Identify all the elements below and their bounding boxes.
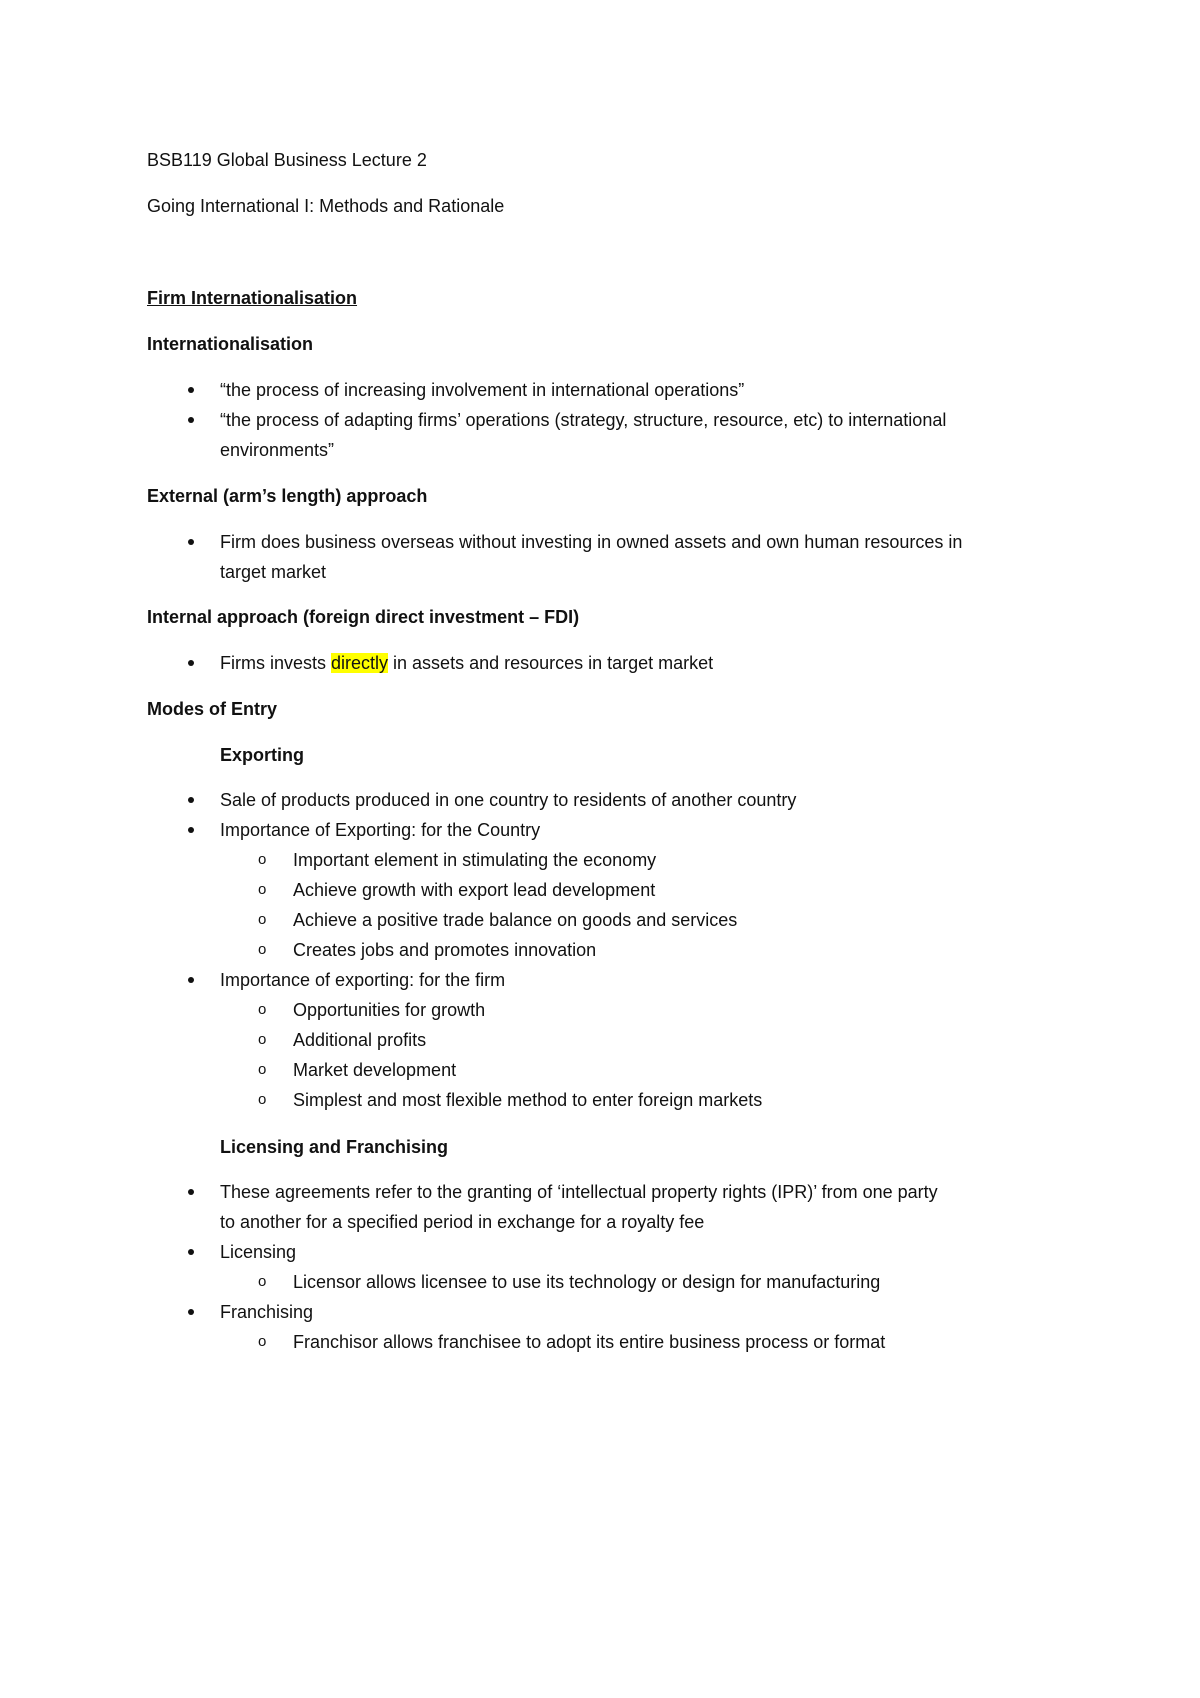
section-heading-modes-of-entry: Modes of Entry <box>147 699 278 719</box>
sub-bullet-icon: o <box>258 1001 267 1018</box>
sub-bullet-icon: o <box>258 1061 267 1078</box>
section-heading-firm-internationalisation: Firm Internationalisation <box>147 288 358 308</box>
sub-list-item: Opportunities for growth <box>293 1000 486 1020</box>
bullet-icon <box>188 1309 194 1315</box>
sub-bullet-icon: o <box>258 911 267 928</box>
sub-bullet-icon: o <box>258 1031 267 1048</box>
sub-list-item: Franchisor allows franchisee to adopt its entire business process or format <box>293 1332 886 1352</box>
list-item: Licensing <box>220 1242 297 1262</box>
lecture-subtitle: Going International I: Methods and Rationale <box>147 196 505 216</box>
subheading-internal-approach: Internal approach (foreign direct investment – FDI) <box>147 607 580 627</box>
list-item: Franchising <box>220 1302 314 1322</box>
sub-list-item: Creates jobs and promotes innovation <box>293 940 597 960</box>
sub-bullet-icon: o <box>258 851 267 868</box>
bullet-icon <box>188 977 194 983</box>
list-item-continuation: target market <box>220 562 327 582</box>
bullet-icon <box>188 387 194 393</box>
sub-list-item: Important element in stimulating the economy <box>293 850 657 870</box>
bullet-icon <box>188 1249 194 1255</box>
bullet-icon <box>188 1189 194 1195</box>
list-item: “the process of adapting firms’ operations (strategy, structure, resource, etc) to international <box>220 410 947 430</box>
list-item-continuation: environments” <box>220 440 335 460</box>
course-title: BSB119 Global Business Lecture 2 <box>147 150 427 170</box>
list-item: These agreements refer to the granting of ‘intellectual property rights (IPR)’ from one party <box>220 1182 938 1202</box>
text-before-highlight: Firms invests <box>220 653 332 673</box>
sub-list-item: Licensor allows licensee to use its technology or design for manufacturing <box>293 1272 881 1292</box>
sub-list-item: Achieve a positive trade balance on goods and services <box>293 910 738 930</box>
sub-bullet-icon: o <box>258 1091 267 1108</box>
sub-list-item: Additional profits <box>293 1030 427 1050</box>
text-after-highlight: in assets and resources in target market <box>388 653 714 673</box>
subheading-internationalisation: Internationalisation <box>147 334 314 354</box>
sub-bullet-icon: o <box>258 1333 267 1350</box>
sub-list-item: Market development <box>293 1060 457 1080</box>
sub-list-item: Simplest and most flexible method to enter foreign markets <box>293 1090 763 1110</box>
subheading-exporting: Exporting <box>220 745 304 765</box>
sub-bullet-icon: o <box>258 941 267 958</box>
list-item: Firm does business overseas without investing in owned assets and own human resources in <box>220 532 963 552</box>
list-item <box>220 651 713 675</box>
list-item: Importance of Exporting: for the Country <box>220 820 541 840</box>
subheading-external-approach: External (arm’s length) approach <box>147 486 428 506</box>
list-item: “the process of increasing involvement in international operations” <box>220 380 745 400</box>
bullet-icon <box>188 660 194 666</box>
bullet-icon <box>188 417 194 423</box>
list-item: Importance of exporting: for the firm <box>220 970 506 990</box>
list-item-continuation: to another for a specified period in exchange for a royalty fee <box>220 1212 705 1232</box>
sub-bullet-icon: o <box>258 881 267 898</box>
bullet-icon <box>188 797 194 803</box>
highlighted-word: directly <box>331 653 389 673</box>
bullet-icon <box>188 539 194 545</box>
bullet-icon <box>188 827 194 833</box>
sub-list-item: Achieve growth with export lead development <box>293 880 656 900</box>
subheading-licensing-franchising: Licensing and Franchising <box>220 1137 449 1157</box>
list-item: Sale of products produced in one country to residents of another country <box>220 790 797 810</box>
sub-bullet-icon: o <box>258 1273 267 1290</box>
